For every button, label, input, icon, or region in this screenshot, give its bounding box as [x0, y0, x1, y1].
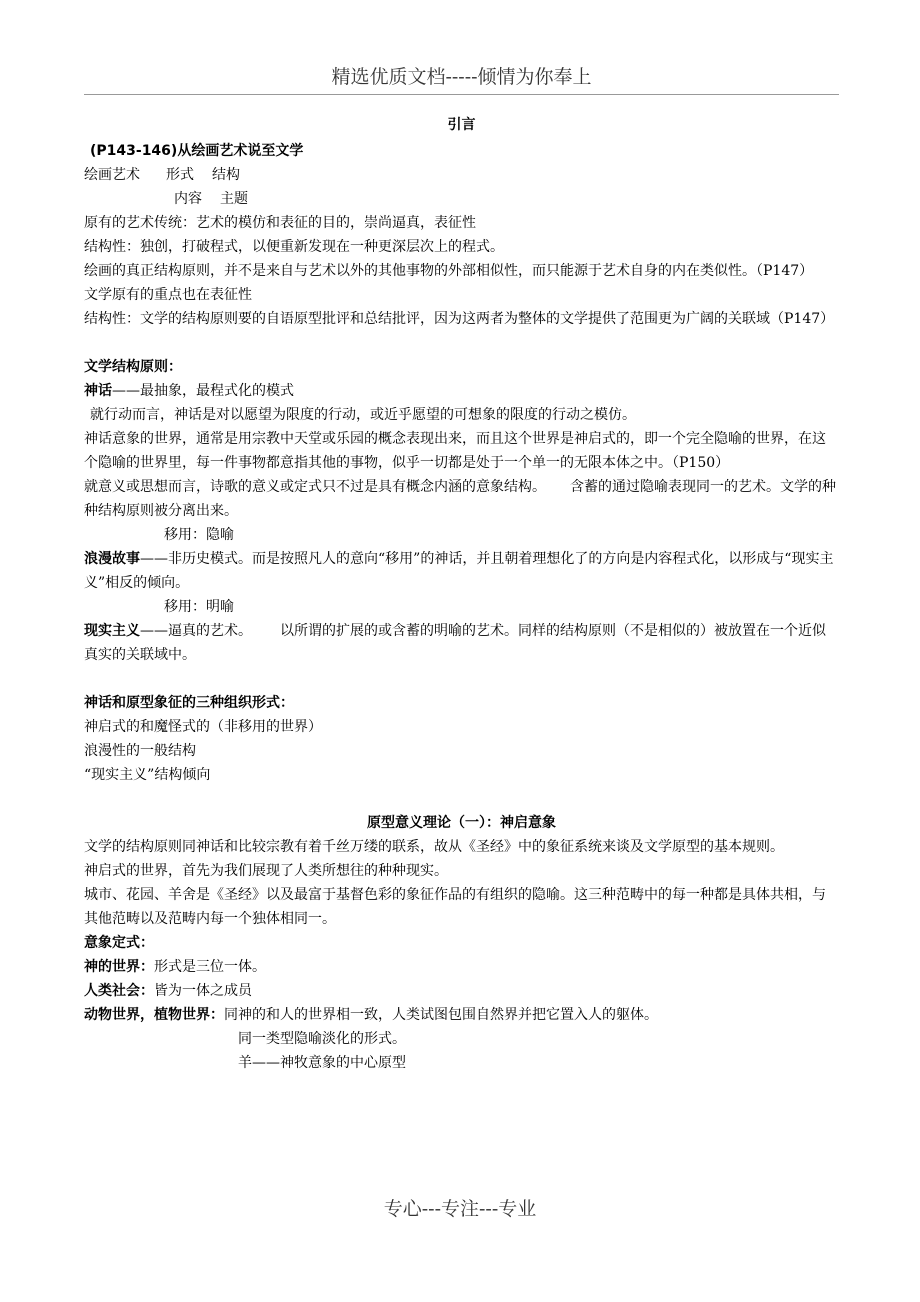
form-label: 形式: [166, 167, 194, 183]
painting-label: 绘画艺术: [84, 167, 140, 183]
myth-term: 神话: [84, 383, 112, 399]
displacement-simile: 移用：明喻: [164, 599, 234, 615]
romance-definition: [84, 547, 839, 595]
animal-plant-line: [84, 1003, 839, 1027]
intro-paragraph-4: 文学原有的重点也在表征性: [84, 287, 252, 303]
myth-paragraph-3a: 就意义或思想而言，诗歌的意义或定式只不过是具有概念内涵的意象结构。: [84, 479, 546, 495]
theme-label: 主题: [220, 191, 248, 207]
displacement-metaphor: 移用：隐喻: [164, 527, 234, 543]
myth-definition: [84, 379, 839, 403]
human-society-line: [84, 979, 839, 1003]
god-world-term: 神的世界：: [84, 959, 154, 975]
forms-heading: 神话和原型象征的三种组织形式：: [84, 695, 294, 711]
theory-title: 原型意义理论（一）：神启意象: [367, 815, 556, 831]
intro-paragraph-5: 结构性：文学的结构原则要的自语原型批评和总结批评，因为这两者为整体的文学提供了范围更为广阔的关联域（P147）: [84, 311, 835, 327]
intro-paragraph-3: 绘画的真正结构原则，并不是来自与艺术以外的其他事物的外部相似性，而只能源于艺术自身的内在类似性。（P147）: [84, 263, 814, 279]
intro-paragraph-1: 原有的艺术传统：艺术的模仿和表征的目的，崇尚逼真，表征性: [84, 215, 476, 231]
god-world-def: 形式是三位一体。: [154, 959, 266, 975]
myth-paragraph-3b: 含蓄的通过隐喻表现同一的艺术。文学的种种结构原则被分离出来。: [84, 479, 836, 519]
structure-label: 结构: [212, 167, 240, 183]
theory-paragraph-3: 城市、花园、羊舍是《圣经》以及最富于基督色彩的象征作品的有组织的隐喻。这三种范畴中的每一种都是具体共相，与其他范畴以及范畴内每一个独体相同一。: [84, 887, 826, 927]
theory-paragraph-1: 文学的结构原则同神话和比较宗教有着千丝万缕的联系，故从《圣经》中的象征系统来谈及文学原型的基本规则。: [84, 839, 784, 855]
human-society-def: 皆为一体之成员: [154, 983, 252, 999]
document-body: [84, 113, 839, 1075]
sub-item-1: 同一类型隐喻淡化的形式。: [238, 1031, 406, 1047]
myth-def: ——最抽象，最程式化的模式: [112, 383, 294, 399]
realism-term: 现实主义: [84, 623, 140, 639]
content-label: 内容: [174, 191, 202, 207]
myth-paragraph-1: 就行动而言，神话是对以愿望为限度的行动，或近乎愿望的可想象的限度的行动之模仿。: [90, 407, 636, 423]
content-theme-line: [84, 187, 839, 211]
page-header: 精选优质文档-----倾情为你奉上: [84, 64, 839, 95]
pattern-heading: 意象定式：: [84, 935, 154, 951]
romance-term: 浪漫故事: [84, 551, 140, 567]
theory-paragraph-2: 神启式的世界，首先为我们展现了人类所想往的种种现实。: [84, 863, 448, 879]
god-world-line: [84, 955, 839, 979]
myth-paragraph-3: [84, 475, 839, 523]
realism-def-a: ——逼真的艺术。: [140, 623, 252, 639]
human-society-term: 人类社会：: [84, 983, 154, 999]
principles-heading: 文学结构原则：: [84, 359, 182, 375]
animal-plant-def: 同神的和人的世界相一致，人类试图包围自然界并把它置入人的躯体。: [224, 1007, 658, 1023]
intro-paragraph-2: 结构性：独创，打破程式，以便重新发现在一种更深层次上的程式。: [84, 239, 504, 255]
forms-item: 浪漫性的一般结构: [84, 743, 196, 759]
romance-def: ——非历史模式。而是按照凡人的意向“移用”的神话，并且朝着理想化了的方向是内容程式化，以形成与“现实主义”相反的倾向。: [84, 551, 834, 591]
realism-def-b: 以所谓的扩展的或含蓄的明喻的艺术。同样的结构原则（不是相似的）被放置在一个近似真实的关联域中。: [84, 623, 826, 663]
page-footer: 专心---专注---专业: [383, 1198, 537, 1220]
myth-paragraph-2: 神话意象的世界，通常是用宗教中天堂或乐园的概念表现出来，而且这个世界是神启式的，即一个完全隐喻的世界，在这个隐喻的世界里，每一件事物都意指其他的事物，似乎一切都是处于一个单一的无限本体之中。（P150）: [84, 431, 826, 471]
painting-form-line: [84, 163, 839, 187]
intro-title: 引言: [447, 117, 476, 133]
sub-item-2: 羊——神牧意象的中心原型: [238, 1055, 406, 1071]
forms-item: 神启式的和魔怪式的（非移用的世界）: [84, 719, 322, 735]
realism-definition: [84, 619, 839, 667]
forms-item: “现实主义”结构倾向: [84, 767, 211, 783]
animal-plant-term: 动物世界，植物世界：: [84, 1007, 224, 1023]
intro-subtitle: (P143-146)从绘画艺术说至文学: [90, 143, 304, 159]
